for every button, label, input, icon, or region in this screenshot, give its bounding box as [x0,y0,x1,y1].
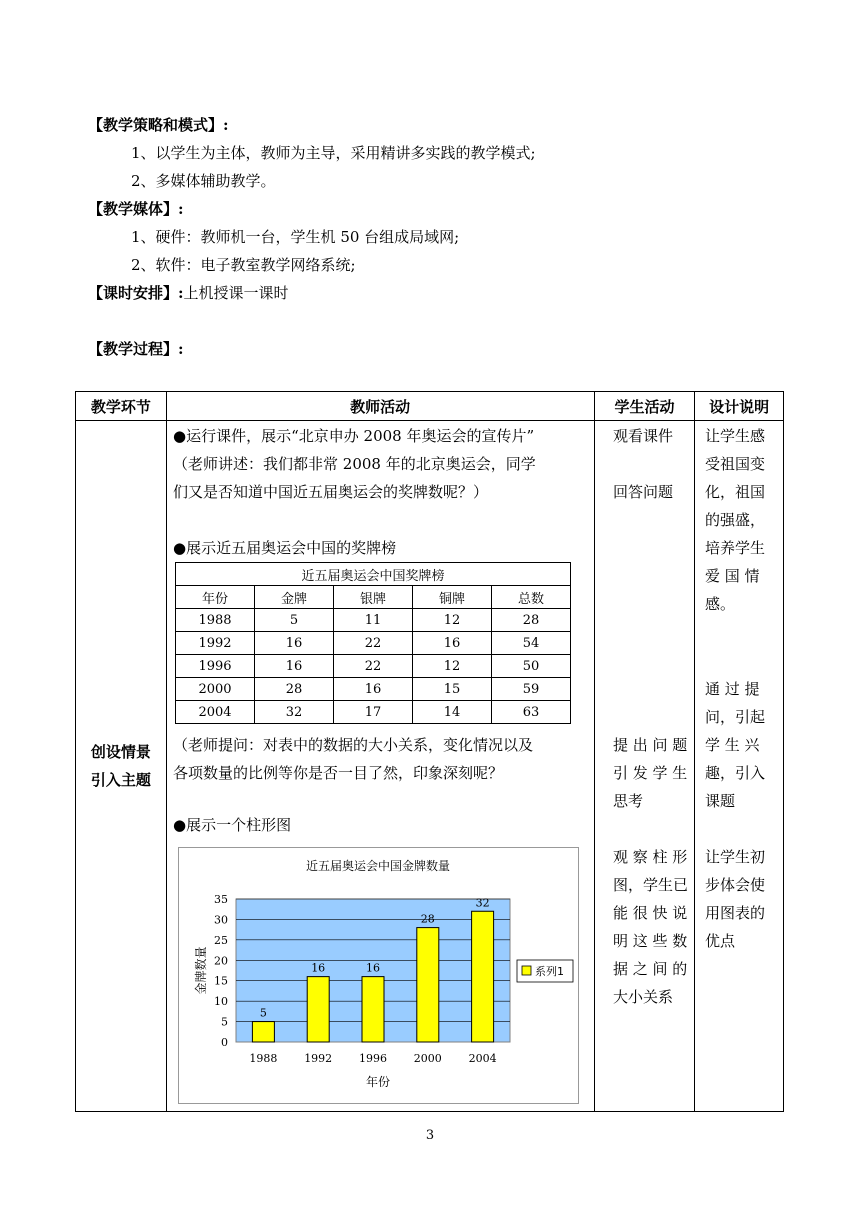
table-cell: 15 [413,678,492,701]
y-tick-label: 20 [214,954,228,968]
design-line: 爱 国 情 [705,567,760,585]
bar [252,1022,274,1042]
table-cell: 50 [492,655,571,678]
chart-title: 近五届奥运会中国金牌数量 [305,859,451,873]
student-line: 观看课件 [613,427,674,445]
schedule-heading: 【课时安排】: [88,284,184,302]
teacher-line-3: 们又是否知道中国近五届奥运会的奖牌数呢？） [173,483,489,501]
table-cell: 16 [413,632,492,655]
y-tick-label: 15 [214,974,228,988]
medal-col-gold: 金牌 [255,586,334,609]
schedule-line [88,283,289,303]
table-cell: 32 [255,701,334,724]
table-cell: 2004 [176,701,255,724]
legend-label: 系列1 [535,965,564,978]
design-line: 受祖国变 [705,455,766,473]
table-cell: 63 [492,701,571,724]
design-line: 学 生 兴 [705,736,760,754]
teacher-line-5: （老师提问：对表中的数据的大小关系，变化情况以及 [173,736,534,754]
strategy-item-1: 1、以学生为主体，教师为主导，采用精讲多实践的教学模式; [131,144,536,162]
table-cell: 22 [334,632,413,655]
x-axis-label: 年份 [365,1075,391,1089]
stage-line-1: 创设情景 [90,743,151,761]
stage-line-2: 引入主题 [90,771,151,789]
media-item-1: 1、硬件：教师机一台，学生机 50 台组成局域网; [131,228,460,246]
y-tick-label: 5 [221,1015,228,1029]
x-tick-label: 2000 [413,1052,442,1065]
teacher-line-6: 各项数量的比例等你是否一目了然，印象深刻呢？ [173,764,504,782]
teacher-line-7: ●展示一个柱形图 [173,816,292,834]
media-item-2: 2、软件：电子教室教学网络系统; [131,256,356,274]
table-cell: 59 [492,678,571,701]
y-tick-label: 30 [214,913,228,927]
student-line: 明 这 些 数 [613,932,688,950]
legend-swatch [522,966,531,975]
student-line: 图，学生已 [613,876,689,894]
medal-col-silver: 银牌 [334,586,413,609]
chart-svg [179,848,578,1103]
schedule-value: 上机授课一课时 [183,284,289,302]
data-label: 5 [259,1006,267,1020]
bar [472,911,494,1042]
x-tick-label: 1996 [359,1052,387,1065]
x-tick-label: 1988 [249,1052,278,1065]
table-cell: 16 [255,632,334,655]
teacher-line-2: （老师讲述：我们都非常 2008 年的北京奥运会，同学 [173,455,536,473]
design-line: 步体会使 [705,876,766,894]
x-tick-label: 1992 [304,1052,333,1065]
medal-table-title: 近五届奥运会中国奖牌榜 [176,563,571,586]
teacher-line-4: ●展示近五届奥运会中国的奖牌榜 [173,539,397,557]
table-cell: 16 [334,678,413,701]
header-design: 设计说明 [695,392,784,421]
student-line: 大小关系 [613,988,674,1006]
strategy-heading: 【教学策略和模式】: [88,116,229,134]
table-row [176,632,571,655]
bar [417,928,439,1042]
strategy-item-2: 2、多媒体辅助教学。 [131,172,276,190]
student-line: 提 出 问 题 [613,736,688,754]
student-line: 回答问题 [613,483,674,501]
design-line: 用图表的 [705,904,766,922]
table-cell: 28 [492,609,571,632]
bar [307,977,329,1042]
table-row [176,609,571,632]
data-label: 28 [420,912,435,926]
table-cell: 28 [255,678,334,701]
y-axis-label: 金牌数量 [194,946,208,995]
table-cell: 22 [334,655,413,678]
header-student: 学生活动 [594,392,695,421]
design-line: 通 过 提 [705,680,760,698]
student-line: 据 之 间 的 [613,960,688,978]
table-row [176,678,571,701]
teacher-line-1: ●运行课件，展示“北京申办 2008 年奥运会的宣传片” [173,427,535,445]
table-row [176,655,571,678]
y-tick-label: 35 [214,893,228,906]
table-cell: 17 [334,701,413,724]
table-cell: 12 [413,609,492,632]
data-label: 16 [366,961,380,975]
student-line: 引 发 学 生 [613,764,688,782]
table-cell: 16 [255,655,334,678]
table-cell: 1996 [176,655,255,678]
design-line: 培养学生 [705,539,766,557]
x-tick-label: 2004 [468,1052,497,1065]
medal-col-year: 年份 [176,586,255,609]
gold-medal-chart [178,847,579,1104]
design-line: 趣，引入 [705,764,766,782]
y-tick-label: 10 [214,995,228,1009]
table-cell: 54 [492,632,571,655]
page-number: 3 [425,1128,435,1143]
y-tick-label: 25 [214,933,228,947]
table-row [176,701,571,724]
student-line: 思考 [613,792,644,810]
media-heading: 【教学媒体】: [88,200,184,218]
table-cell: 12 [413,655,492,678]
header-stage: 教学环节 [76,392,167,421]
header-teacher: 教师活动 [166,392,594,421]
table-cell: 14 [413,701,492,724]
bar [362,977,384,1042]
process-heading: 【教学过程】: [88,340,184,358]
student-line: 能 很 快 说 [613,904,688,922]
design-line: 优点 [705,932,736,950]
design-line: 感。 [705,595,736,613]
table-cell: 1992 [176,632,255,655]
student-line: 观 察 柱 形 [613,848,688,866]
design-line: 化，祖国 [705,483,766,501]
design-line: 让学生初 [705,848,766,866]
design-line: 课题 [705,792,736,810]
stage-cell [76,421,167,1112]
data-label: 32 [475,896,490,910]
data-label: 16 [311,961,326,975]
table-cell: 5 [255,609,334,632]
medal-col-total: 总数 [492,586,571,609]
medal-table [175,562,571,724]
table-cell: 1988 [176,609,255,632]
medal-col-bronze: 铜牌 [413,586,492,609]
design-line: 问，引起 [705,708,766,726]
design-line: 的强盛， [705,511,766,529]
y-tick-label: 0 [221,1036,228,1049]
table-cell: 11 [334,609,413,632]
design-line: 让学生感 [705,427,766,445]
table-cell: 2000 [176,678,255,701]
